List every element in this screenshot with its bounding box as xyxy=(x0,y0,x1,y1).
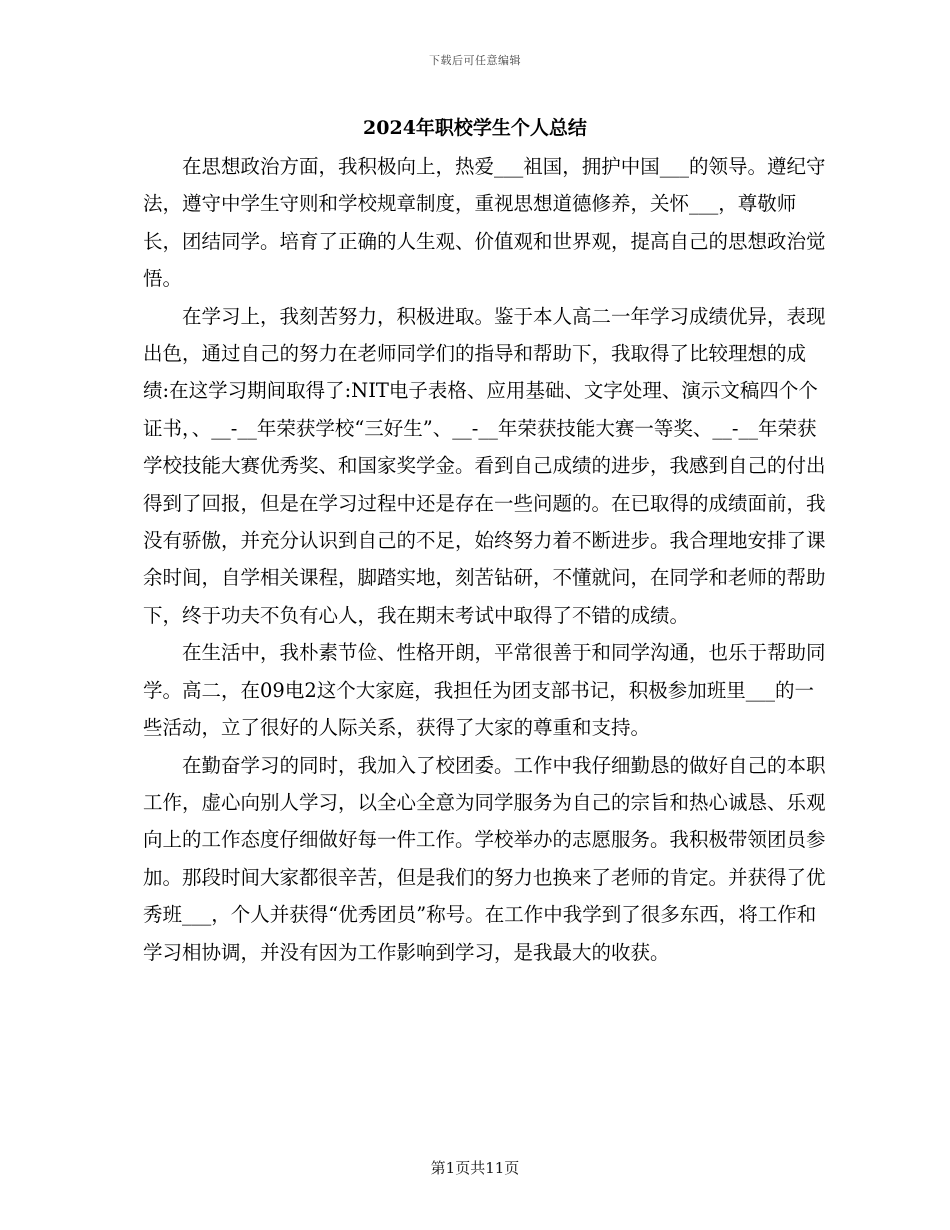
paragraph-study: 在学习上，我刻苦努力，积极进取。鉴于本人高二一年学习成绩优异，表现出色，通过自己的努力在老师同学们的指导和帮助下，我取得了比较理想的成绩:在这学习期间取得了:NIT电子表格、应用基础、文字处理、演示文稿四个个证书，、__-__年荣获学校“三好生”、__-__年荣获技能大赛一等奖、__-__年荣获学校技能大赛优秀奖、和国家奖学金。看到自己成绩的进步，我感到自己的付出得到了回报，但是在学习过程中还是存在一些问题的。在已取得的成绩面前，我没有骄傲，并充分认识到自己的不足，始终努力着不断进步。我合理地安排了课余时间，自学相关课程，脚踏实地，刻苦钻研，不懂就问，在同学和老师的帮助下，终于功夫不负有心人，我在期末考试中取得了不错的成绩。 xyxy=(143,304,826,627)
document-body xyxy=(143,148,831,971)
document-title: 2024年职校学生个人总结 xyxy=(363,117,587,139)
paragraph-work: 在勤奋学习的同时，我加入了校团委。工作中我仔细勤恳的做好自己的本职工作，虚心向别人学习，以全心全意为同学服务为自己的宗旨和热心诚恳、乐观向上的工作态度仔细做好每一件工作。学校举办的志愿服务。我积极带领团员参加。那段时间大家都很辛苦，但是我们的努力也换来了老师的肯定。并获得了优秀班___，个人并获得“优秀团员”称号。在工作中我学到了很多东西，将工作和学习相协调，并没有因为工作影响到学习，是我最大的收获。 xyxy=(143,753,826,964)
paragraph-politics: 在思想政治方面，我积极向上，热爱___祖国，拥护中国___的领导。遵纪守法，遵守中学生守则和学校规章制度，重视思想道德修养，关怀___，尊敬师长，团结同学。培育了正确的人生观、价值观和世界观，提高自己的思想政治觉悟。 xyxy=(143,155,826,291)
page-number: 第1页共11页 xyxy=(430,1159,520,1177)
paragraph-life: 在生活中，我朴素节俭、性格开朗，平常很善于和同学沟通，也乐于帮助同学。高二，在09电2这个大家庭，我担任为团支部书记，积极参加班里___的一些活动，立了很好的人际关系，获得了大家的尊重和支持。 xyxy=(143,641,826,740)
header-note: 下载后可任意编辑 xyxy=(429,54,521,67)
